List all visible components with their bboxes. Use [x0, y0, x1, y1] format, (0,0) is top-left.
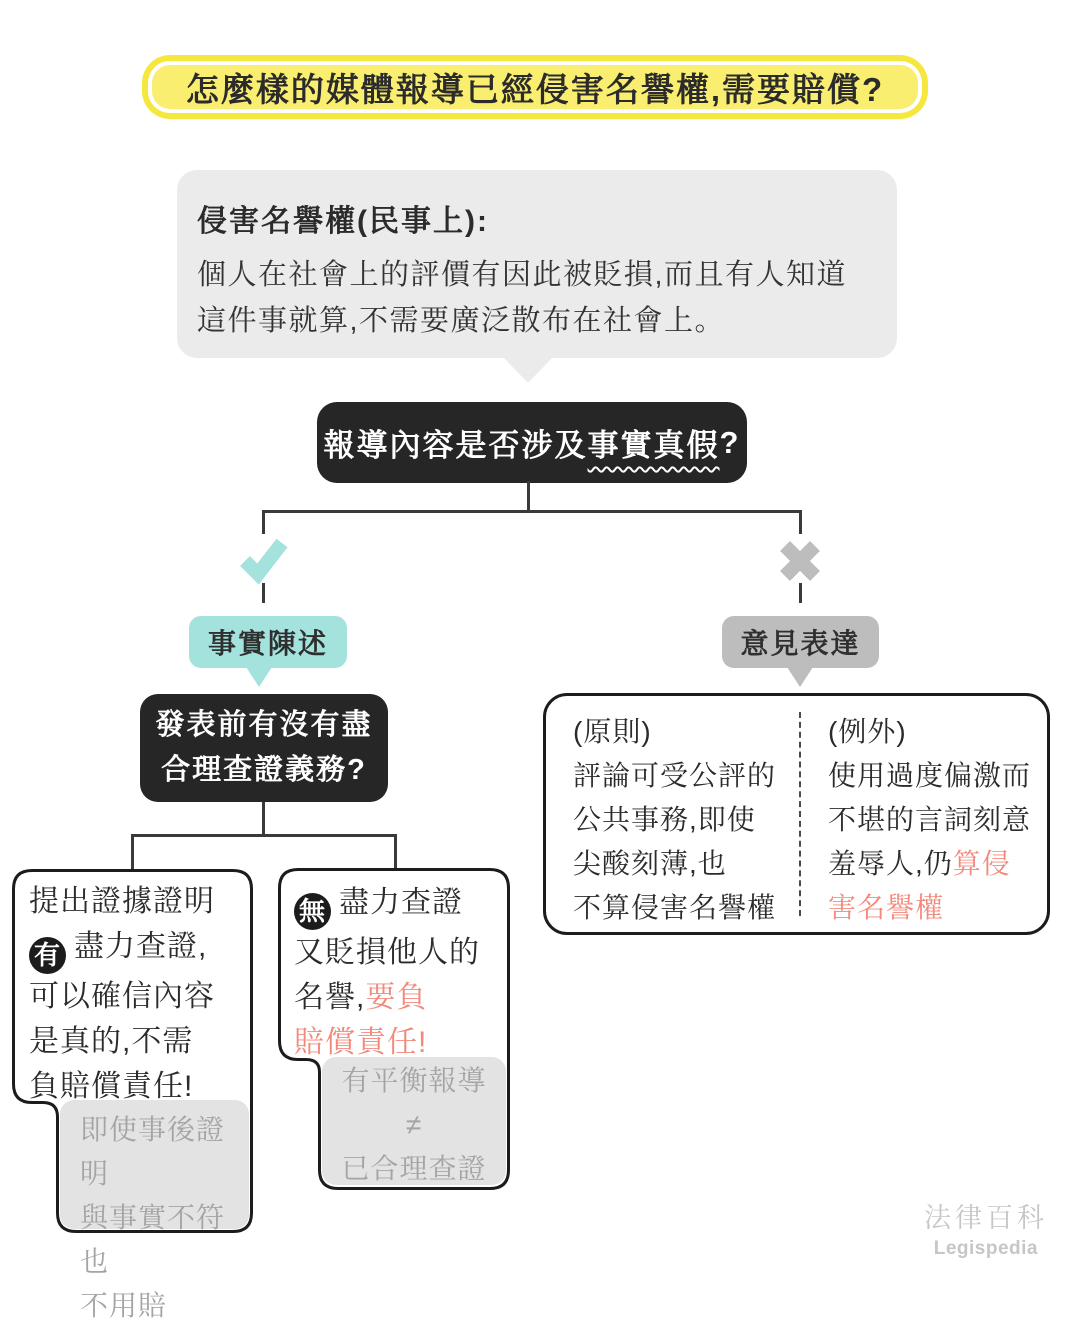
definition-bubble: [177, 170, 897, 358]
fact-statement-label: 事實陳述: [207, 628, 328, 659]
question-verification-line: 發表前有沒有盡: [155, 709, 373, 741]
verified-result-box: [12, 869, 253, 1321]
connector-drop-yes: [131, 834, 134, 869]
check-icon: [240, 538, 286, 585]
exception-title: (例外): [828, 716, 907, 747]
verified-note-line: 即使事後證明: [80, 1114, 226, 1189]
page-title-text: 怎麼樣的媒體報導已經侵害名譽權,需要賠償?: [185, 70, 885, 108]
circled-char-no: 無: [294, 893, 331, 930]
definition-heading: 侵害名譽權(民事上):: [197, 205, 489, 238]
connector-stem-q1: [527, 481, 530, 512]
connector-stem-q2: [262, 801, 265, 836]
verified-note-line: 與事實不符也: [80, 1202, 226, 1277]
unverified-note-line: 已合理查證: [341, 1153, 487, 1184]
fact-statement-bubble: [189, 616, 347, 668]
question-verification-box: [140, 694, 388, 802]
fact-statement-bubble-tail: [246, 667, 272, 687]
opinion-expression-label: 意見表達: [740, 628, 861, 659]
principle-title: (原則): [573, 716, 652, 747]
unverified-result-text: 無 盡力查證 又貶損他人的 名譽,要負 賠償責任!: [294, 886, 480, 1059]
unverified-note: [322, 1057, 506, 1185]
verified-note-line: 不用賠: [80, 1290, 168, 1321]
question-fact-box: [317, 402, 747, 483]
connector-dash-right: [799, 583, 802, 603]
opinion-expression-bubble: [722, 616, 879, 668]
x-icon: [778, 541, 822, 586]
dashed-divider: [799, 712, 801, 916]
question-fact-mark: ?: [719, 424, 741, 460]
connector-branch-bar: [262, 510, 802, 513]
unverified-note-line: 有平衡報導: [341, 1065, 487, 1096]
logo-zh-text: 法律百科: [924, 1203, 1048, 1233]
unverified-result-box: [278, 868, 510, 1190]
logo-en-text: Legispedia: [933, 1238, 1038, 1259]
connector-branch-bar-2: [131, 834, 397, 837]
legispedia-logo: [880, 1196, 1048, 1260]
question-fact-text: 報導內容是否涉及: [323, 428, 588, 463]
opinion-rule-box: [543, 693, 1050, 935]
connector-dash-left: [262, 583, 265, 603]
definition-body-line: 個人在社會上的評價有因此被貶損,而且有人知道: [197, 259, 848, 291]
exception-column: (例外) 使用過度偏激而 不堪的言詞刻意 羞辱人,仍算侵 害名譽權: [828, 710, 1031, 930]
principle-column: (原則) 評論可受公評的 公共事務,即使 尖酸刻薄,也 不算侵害名譽權: [573, 710, 776, 930]
not-equal-sign: ≠: [405, 1109, 423, 1140]
connector-drop-right: [799, 510, 802, 534]
connector-drop-left: [262, 510, 265, 534]
question-verification-line: 合理查證義務?: [161, 754, 367, 786]
verified-note: [60, 1100, 249, 1321]
opinion-expression-bubble-tail: [787, 667, 813, 687]
page-title: [152, 65, 918, 109]
question-fact-wavy-text: 事實真假: [587, 428, 720, 463]
verified-result-text: 提出證據證明 有 盡力查證, 可以確信內容 是真的,不需 負賠償責任!: [29, 885, 215, 1103]
definition-bubble-tail: [503, 357, 553, 383]
connector-drop-no: [394, 834, 397, 869]
circled-char-yes: 有: [29, 937, 66, 974]
definition-body-line: 這件事就算,不需要廣泛散布在社會上。: [197, 305, 726, 337]
